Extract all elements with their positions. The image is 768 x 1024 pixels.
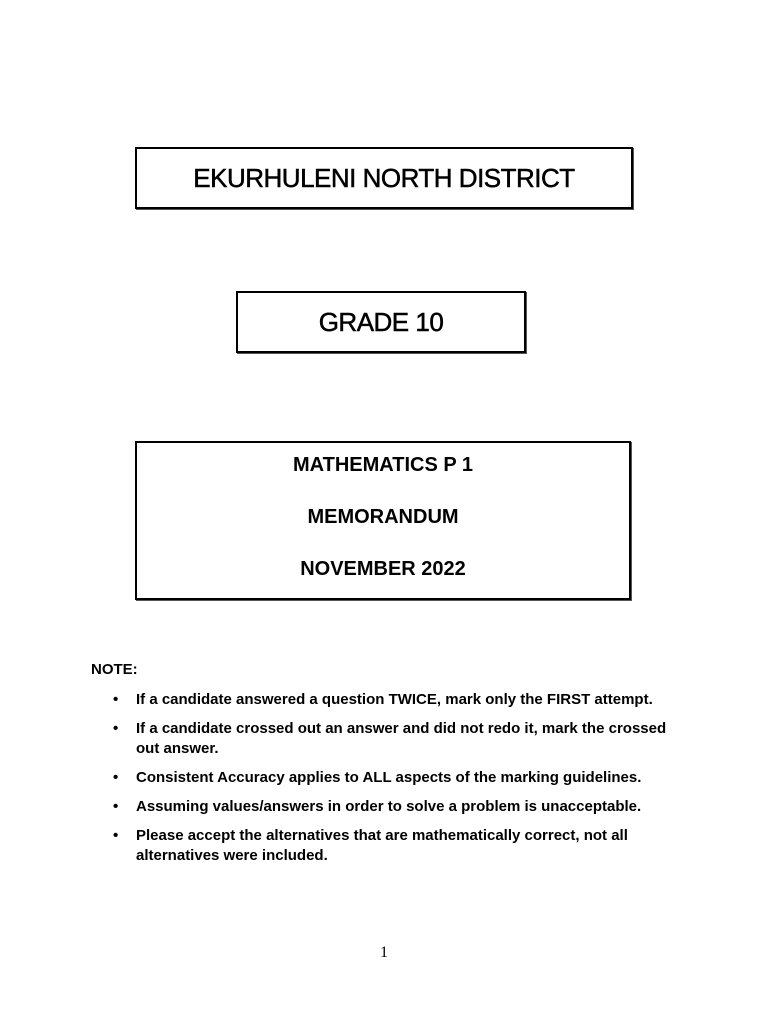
district-title-box [135, 147, 633, 209]
note-item [91, 768, 691, 788]
subject-title: MATHEMATICS P 1 [292, 454, 473, 476]
grade-title: GRADE 10 [318, 306, 444, 337]
note-text: If a candidate crossed out an answer and did not redo it, mark the crossed out answer. [136, 720, 667, 757]
document-type-title: MEMORANDUM [307, 506, 459, 528]
subject-info-box [135, 441, 631, 600]
bullet-icon: • [113, 720, 119, 737]
note-item [91, 690, 691, 710]
bullet-icon: • [113, 827, 119, 844]
note-item [91, 826, 691, 866]
note-text: Please accept the alternatives that are mathematically correct, not all alternatives were included. [136, 827, 628, 864]
notes-list [91, 690, 691, 875]
note-text: If a candidate answered a question TWICE, mark only the FIRST attempt. [136, 691, 653, 708]
note-item [91, 719, 691, 759]
note-heading: NOTE: [91, 661, 138, 678]
grade-title-box [236, 291, 526, 353]
bullet-icon: • [113, 798, 119, 815]
district-title: EKURHULENI NORTH DISTRICT [193, 162, 575, 193]
note-text: Assuming values/answers in order to solve a problem is unacceptable. [136, 798, 642, 815]
exam-date-title: NOVEMBER 2022 [300, 558, 466, 580]
page-number: 1 [380, 944, 388, 961]
note-item [91, 797, 691, 817]
bullet-icon: • [113, 691, 119, 708]
bullet-icon: • [113, 769, 119, 786]
note-text: Consistent Accuracy applies to ALL aspects of the marking guidelines. [136, 769, 642, 786]
